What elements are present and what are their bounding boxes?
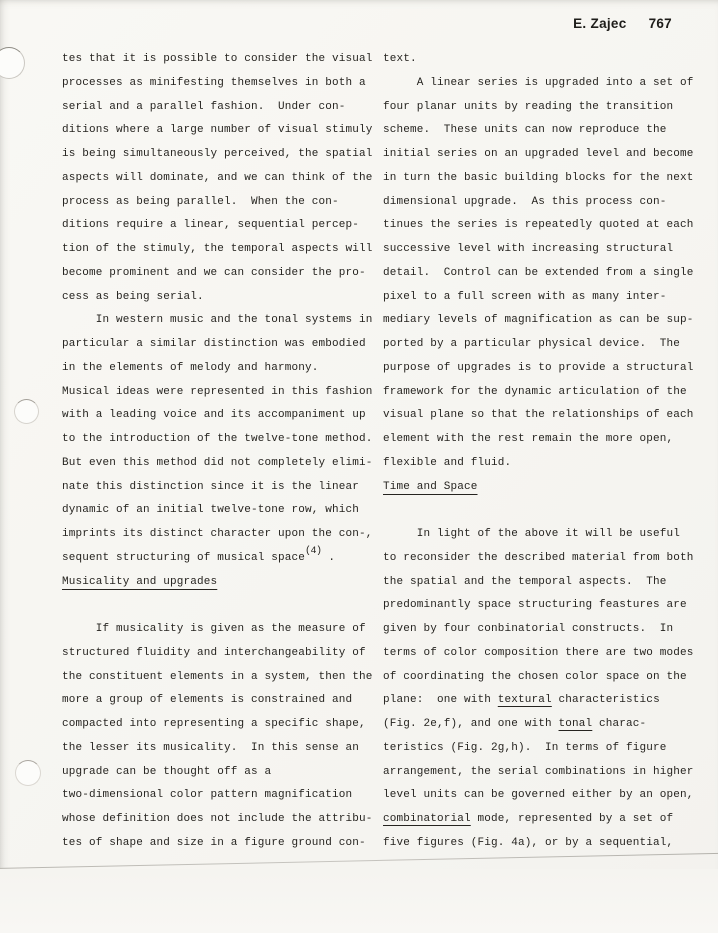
text-line: ditions where a large number of visual stimuly xyxy=(62,124,373,137)
text-line: particular a similar distinction was embodied xyxy=(62,338,366,350)
text-line: dimensional upgrade. As this process con- xyxy=(383,195,667,208)
text-line: is being simultaneously perceived, the spatial xyxy=(62,148,373,160)
text-line: to the introduction of the twelve-tone method. xyxy=(62,433,373,445)
text-line: tion of the stimuly, the temporal aspects will xyxy=(62,243,373,255)
text-line: more a group of elements is constrained and xyxy=(62,694,353,707)
text-line: teristics (Fig. 2g,h). In terms of figure xyxy=(383,741,667,754)
text-line: ditions require a linear, sequential percep- xyxy=(62,219,360,232)
text-line xyxy=(62,594,380,618)
text-line: the lesser its musicality. In this sense an xyxy=(62,741,360,754)
text-line: terms of color composition there are two modes xyxy=(383,646,694,659)
text-line: mediary levels of magnification as can be sup- xyxy=(383,314,694,327)
text-line: four planar units by reading the transition xyxy=(383,100,674,113)
text-line xyxy=(383,499,701,523)
text-line: in turn the basic building blocks for the next xyxy=(383,171,694,184)
text-line: nate this distinction since it is the linear xyxy=(62,480,360,493)
text-line: tinues the series is repeatedly quoted at each xyxy=(383,219,694,232)
text-line: text. xyxy=(383,53,417,65)
author-name: E. Zajec xyxy=(573,16,627,31)
text-line: process as being parallel. When the con- xyxy=(62,195,339,208)
section-heading: Time and Space xyxy=(383,480,478,493)
text-line: arrangement, the serial combinations in higher xyxy=(383,765,694,778)
binder-hole-middle xyxy=(14,399,39,424)
text-line: compacted into representing a specific shape, xyxy=(62,718,366,730)
text-line: predominantly space structuring feastures are xyxy=(383,599,687,612)
text-line: But even this method did not completely elimi- xyxy=(62,456,373,469)
text-line: aspects will dominate, and we can think of the xyxy=(62,171,373,184)
text-line: If musicality is given as the measure of xyxy=(62,623,366,635)
text-line: serial and a parallel fashion. Under con- xyxy=(62,100,346,113)
text-line: framework for the dynamic articulation of the xyxy=(383,385,687,398)
text-line: tes of shape and size in a figure ground con- xyxy=(62,836,366,849)
text-line: of coordinating the chosen color space on the xyxy=(383,670,687,683)
page-header xyxy=(573,16,672,31)
text-line: initial series on an upgraded level and become xyxy=(383,148,694,160)
text-line: level units can be governed either by an open, xyxy=(383,789,694,802)
text-line: detail. Control can be extended from a single xyxy=(383,266,694,279)
text-line: combinatorial mode, represented by a set of xyxy=(383,813,674,825)
text-line: visual plane so that the relationships of each xyxy=(383,409,694,422)
text-line: to reconsider the described material from both xyxy=(383,551,694,564)
text-line: structured fluidity and interchangeability of xyxy=(62,646,366,659)
text-line: flexible and fluid. xyxy=(383,456,512,469)
text-line: with a leading voice and its accompaniment up xyxy=(62,409,366,422)
text-line: the spatial and the temporal aspects. The xyxy=(383,575,667,588)
text-line: dynamic of an initial twelve-tone row, which xyxy=(62,504,360,517)
text-line: In light of the above it will be useful xyxy=(383,528,681,540)
page-number: 767 xyxy=(648,16,672,31)
text-line: five figures (Fig. 4a), or by a sequential, xyxy=(383,836,674,849)
binder-hole-top xyxy=(0,47,25,79)
text-line: Musical ideas were represented in this fashion xyxy=(62,385,373,398)
section-heading: Musicality and upgrades xyxy=(62,575,218,588)
text-line: element with the rest remain the more open, xyxy=(383,433,674,445)
text-line: processes as minifesting themselves in both a xyxy=(62,76,366,89)
text-line: imprints its distinct character upon the con-, xyxy=(62,528,373,540)
text-line: tes that it is possible to consider the visual xyxy=(62,53,373,65)
text-line: cess as being serial. xyxy=(62,290,204,303)
text-line: upgrade can be thought off as a xyxy=(62,765,272,778)
text-line: A linear series is upgraded into a set of xyxy=(383,76,694,89)
text-line: become prominent and we can consider the pro- xyxy=(62,266,366,279)
text-line: successive level with increasing structural xyxy=(383,243,674,255)
column-right xyxy=(383,48,701,856)
text-line: two-dimensional color pattern magnification xyxy=(62,789,353,802)
text-line: plane: one with textural characteristics xyxy=(383,694,660,707)
text-line: pixel to a full screen with as many inter- xyxy=(383,290,667,303)
text-line: (Fig. 2e,f), and one with tonal charac- xyxy=(383,718,647,730)
scan-margin xyxy=(0,869,718,933)
text-line: the constituent elements in a system, then the xyxy=(62,670,373,683)
text-line: ported by a particular physical device. The xyxy=(383,338,681,350)
text-line: given by four conbinatorial constructs. In xyxy=(383,623,674,635)
text-line: In western music and the tonal systems in xyxy=(62,314,373,327)
text-line: whose definition does not include the attribu- xyxy=(62,813,373,825)
column-left xyxy=(62,48,380,856)
text-line: sequent structuring of musical space(4) . xyxy=(62,545,336,564)
text-line: scheme. These units can now reproduce the xyxy=(383,124,667,137)
binder-hole-bottom xyxy=(15,760,41,786)
text-line: purpose of upgrades is to provide a structural xyxy=(383,361,694,374)
text-line: in the elements of melody and harmony. xyxy=(62,361,319,374)
